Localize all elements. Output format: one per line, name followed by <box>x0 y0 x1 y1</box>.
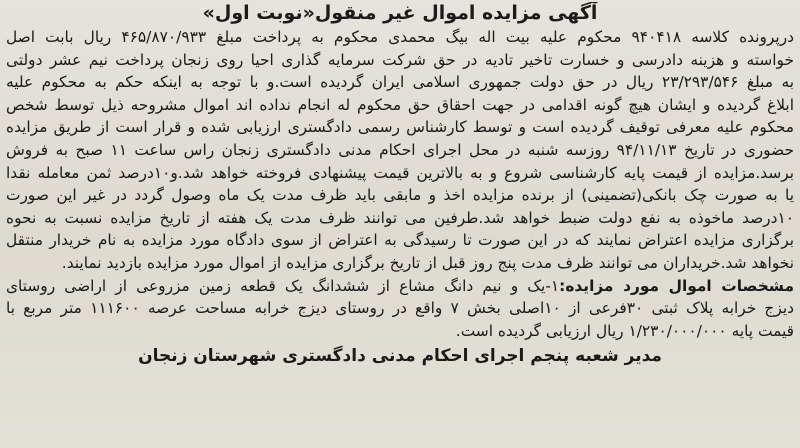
notice-line: برسد.مزایده از قیمت پایه کارشناسی شروع و به بالاترین قیمت پیشنهادی فروخته خواهد شد.و۱۰درصد ثمن معامله نقدا <box>6 163 794 182</box>
notice-line: خواسته و هزینه دادرسی و خسارت تاخیر تادیه در حق شرکت سرمایه گذاری احیا روی زنجان پرداخت نیم عشر دولتی <box>6 50 794 69</box>
signature: مدیر شعبه پنجم اجرای احکام مدنی دادگستری شهرستان زنجان <box>138 346 662 367</box>
notice-line: یا به صورت چک بانکی(تضمینی) از برنده مزایده اخذ و مابقی باید ظرف مدت یک ماه وصول گردد در غیر این صورت <box>6 186 794 205</box>
notice-line: ابلاغ گردیده و ایشان هیچ گونه اقدامی در جهت احقاق حق محکوم له انجام نداده اند اموال مشروحه ذیل توسط شخص <box>6 95 794 114</box>
notice-title: آگهی مزایده اموال غیر منقول«نوبت اول» <box>202 2 598 24</box>
notice-line: درپرونده کلاسه ۹۴۰۴۱۸ محکوم علیه بیت اله بیگ محمدی محکوم به پرداخت مبلغ ۴۶۵/۸۷۰/۹۳۳ ریال بابت اصل <box>6 28 794 46</box>
notice-line: برگزاری مزایده اعتراض نمایند که در این صورت تا رسیدگی به اعتراض از سوی دادگاه مورد مزایده به نام خریدار منتقل <box>6 231 794 250</box>
notice-line: ۱۰درصد ماخوذه به نفع دولت ضبط خواهد شد.طرفین می توانند ظرف مدت یک هفته از تاریخ مزایده نسبت به نحوه <box>6 208 794 227</box>
notice-line: به مبلغ ۲۳/۲۹۳/۵۴۶ ریال در حق دولت جمهوری اسلامی ایران گردیده است.و با توجه به اینکه حکم به محکوم علیه <box>6 73 794 92</box>
notice-line: محکوم علیه معرفی توقیف گردیده است و توسط کارشناس رسمی دادگستری ارزیابی شده و قرار است از طریق مزایده <box>6 118 794 137</box>
specs-line: قیمت پایه ۱/۲۳۰/۰۰۰/۰۰۰ ریال ارزیابی گردیده است. <box>455 321 794 340</box>
specs-line: دیزج خرابه پلاک ثبتی ۳۰فرعی از ۱۰اصلی بخش ۷ واقع در روستای دیزج خرابه مساحت عرصه ۱۱۱۶۰۰ متر مربع با <box>6 299 794 318</box>
notice-line: حضوری در تاریخ ۹۴/۱۱/۱۳ روزسه شنبه در محل اجرای احکام مدنی دادگستری زنجان راس ساعت ۱۱ صبح به فروش <box>6 140 794 159</box>
specs-line: ۱-یک و نیم دانگ مشاع از ششدانگ یک قطعه زمین مزروعی از اراضی روستای <box>6 276 560 295</box>
notice-line: نخواهد شد.خریداران می توانند ظرف مدت پنج روز قبل از تاریخ برگزاری مزایده از اموال مورد مزایده بازدید نمایند. <box>61 253 794 272</box>
specs-first-line <box>6 275 794 298</box>
specs-heading: مشخصات اموال مورد مزایده: <box>559 276 794 295</box>
notice-body <box>6 26 794 342</box>
